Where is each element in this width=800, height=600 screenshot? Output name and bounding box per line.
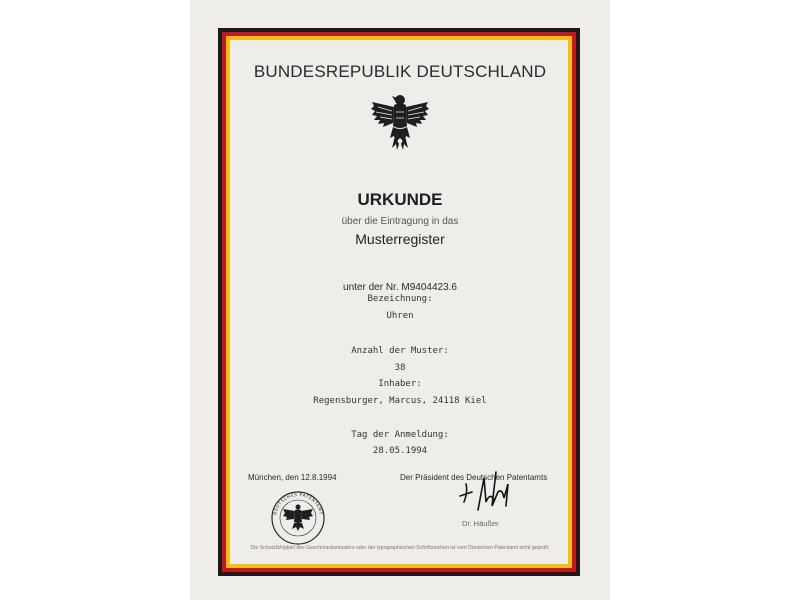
footnote: Die Schutzfähigkeit des Geschmacksmusters oder der typographischen Schriftzeichen ist vom Deutschen Patentamt nicht geprüft.	[250, 545, 550, 551]
register-name: Musterregister	[355, 231, 445, 247]
certificate-title: URKUNDE	[357, 190, 443, 209]
certificate-subtitle: über die Eintragung in das	[341, 216, 459, 227]
federal-eagle-icon	[370, 92, 430, 156]
signature	[450, 462, 520, 518]
filing-date-value: 28.05.1994	[372, 446, 428, 456]
country-heading: BUNDESREPUBLIK DEUTSCHLAND	[253, 62, 547, 81]
holder-label: Inhaber:	[378, 379, 422, 389]
signatory-name: Dr. Häußer	[462, 519, 499, 528]
register-number: unter der Nr. M9404423.6	[343, 282, 457, 293]
designation-label: Bezeichnung:	[367, 294, 433, 304]
designation-value: Uhren	[386, 311, 414, 321]
count-label: Anzahl der Muster:	[351, 346, 449, 356]
count-value: 38	[394, 363, 406, 373]
holder-value: Regensburger, Marcus, 24118 Kiel	[313, 396, 487, 406]
patent-office-seal-icon	[270, 490, 326, 546]
seal-text: DEUTSCHES PATENTAMT	[272, 491, 324, 516]
filing-date-label: Tag der Anmeldung:	[351, 430, 449, 440]
president-line: Der Präsident des Deutschen Patentamts	[400, 473, 548, 482]
place-date: München, den 12.8.1994	[248, 473, 337, 482]
